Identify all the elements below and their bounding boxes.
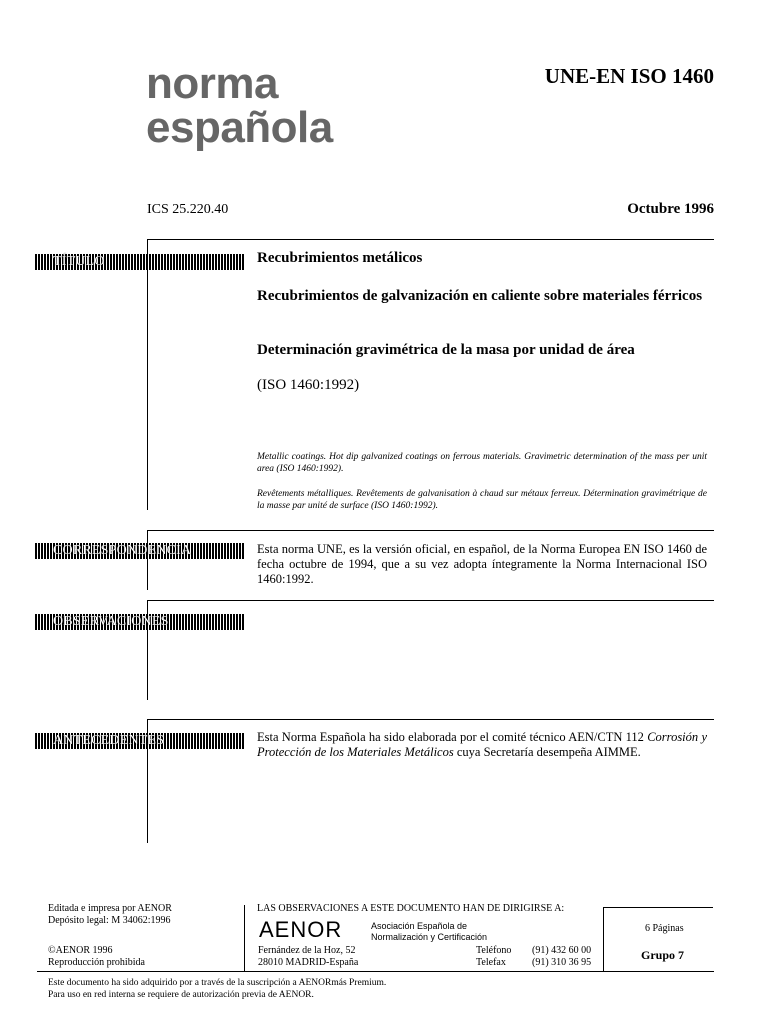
divider: [147, 239, 714, 240]
association-line-2: Normalización y Certificación: [371, 932, 488, 942]
divider: [147, 600, 714, 601]
legal-deposit: Depósito legal: M 34062:1996: [48, 915, 171, 926]
contact-phones: [476, 945, 592, 969]
fax-number: (91) 310 36 95: [532, 957, 592, 968]
address-street: Fernández de la Hoz, 52: [258, 945, 356, 956]
antecedentes-part-1: Esta Norma Española ha sido elaborada por el comité técnico AEN/CTN 112: [257, 730, 648, 744]
brand-line-1: norma: [146, 59, 278, 108]
address: [258, 945, 358, 969]
divider: [603, 907, 713, 908]
license-line-2: Para uso en red interna se requiere de autorización previa de AENOR.: [48, 990, 314, 1000]
divider: [147, 719, 714, 720]
divider: [147, 530, 714, 531]
aenor-association: [371, 921, 487, 943]
ics-code: ICS 25.220.40: [147, 202, 229, 217]
title-iso-reference: (ISO 1460:1992): [257, 377, 360, 393]
divider: [244, 905, 245, 971]
copyright: ©AENOR 1996: [48, 945, 113, 956]
divider: [147, 530, 148, 590]
section-label-text: ANTECEDENTES: [53, 733, 165, 748]
fax-row: [476, 957, 592, 969]
section-label-text: TÍTULO: [53, 254, 105, 269]
phone-label: Teléfono: [476, 945, 512, 956]
section-label-text: CORRESPONDENCIA: [53, 543, 192, 558]
publication-date: Octubre 1996: [627, 201, 714, 217]
fax-label: Telefax: [476, 957, 506, 968]
page-count: 6 Páginas: [645, 923, 684, 934]
aenor-logo: AENOR: [259, 917, 343, 942]
reproduction-notice: Reproducción prohibida: [48, 957, 145, 968]
divider: [603, 907, 604, 971]
antecedentes-committee: Corrosión y Protección de los Materiales Metálicos: [257, 730, 707, 759]
divider: [147, 239, 148, 510]
divider: [37, 971, 714, 972]
standard-code: UNE-EN ISO 1460: [544, 64, 714, 88]
section-label-antecedentes: [35, 733, 244, 749]
title-spanish-detail: Determinación gravimétrica de la masa por unidad de área: [257, 342, 635, 358]
phone-row: [476, 945, 592, 957]
edition-info: [48, 903, 172, 927]
send-observations-to: LAS OBSERVACIONES A ESTE DOCUMENTO HAN DE DIRIGIRSE A:: [257, 903, 565, 914]
brand-logo: [146, 59, 333, 152]
section-label-text: OBSERVACIONES: [53, 614, 169, 629]
license-line-1: Este documento ha sido adquirido por a través de la suscripción a AENORmás Premium.: [48, 978, 387, 988]
edited-by: Editada e impresa por AENOR: [48, 903, 172, 914]
section-label-correspondencia: [35, 543, 244, 559]
phone-number: (91) 432 60 00: [532, 945, 592, 956]
title-spanish-sub: Recubrimientos de galvanización en caliente sobre materiales férricos: [257, 288, 703, 304]
copyright-info: [48, 945, 145, 969]
correspondencia-text: Esta norma UNE, es la versión oficial, en español, de la Norma Europea EN ISO 1460 de fecha octubre de 1994, que a su vez adopta íntegramente la Norma Internacional ISO 1460:1992.: [257, 542, 707, 586]
address-city: 28010 MADRID-España: [258, 957, 359, 968]
price-group: Grupo 7: [641, 948, 685, 962]
section-label-observaciones: [35, 614, 244, 630]
title-english: Metallic coatings. Hot dip galvanized coatings on ferrous materials. Gravimetric determination of the mass per unit area (ISO 1460:1992).: [257, 452, 707, 474]
license-notice: [48, 977, 386, 1001]
section-label-titulo: [35, 254, 244, 270]
title-spanish-main: Recubrimientos metálicos: [257, 250, 423, 266]
antecedentes-part-2: cuya Secretaría desempeña AIMME.: [453, 745, 641, 759]
title-french: Revêtements métalliques. Revêtements de galvanisation à chaud sur métaux ferreux. Détermination gravimétrique de la masse par unité de surface (ISO 1460:1992).: [257, 489, 707, 511]
antecedentes-text: [257, 730, 707, 760]
association-line-1: Asociación Española de: [371, 921, 468, 931]
brand-line-2: española: [146, 103, 333, 152]
